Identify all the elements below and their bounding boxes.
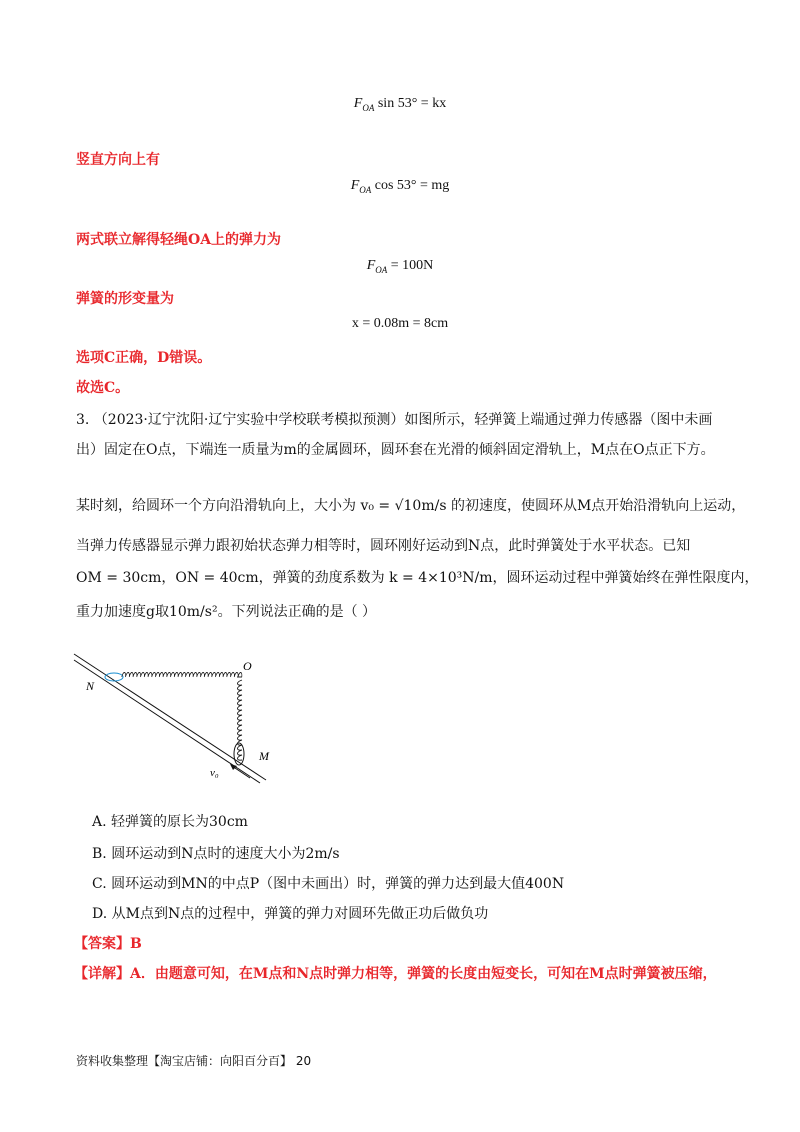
label-o: O [243,659,252,673]
detail-line [74,964,717,984]
equation-rope-force: $F_{OA} = 100N$ [366,258,434,275]
spring-vertical [238,680,243,760]
text-vertical-direction: 竖直方向上有 [76,152,160,168]
option-b: B. 圆环运动到N点时的速度大小为2m/s [92,846,340,862]
spring-horizontal [122,673,242,678]
detail-tag: 【详解】 [74,966,130,982]
option-a: A. 轻弹簧的原长为30cm [92,814,248,830]
page-footer: 资料收集整理【淘宝店铺：向阳百分百】 20 [76,1054,312,1068]
question-line-5: OM = 30cm，ON = 40cm，弹簧的劲度系数为 k = 4×10³N/m，圆环运动过程中弹簧始终在弹性限度内， [76,570,759,586]
detail-text: A．由题意可知，在M点和N点时弹力相等，弹簧的长度由短变长，可知在M点时弹簧被压缩， [130,966,717,982]
question-line-1: 3. （2023·辽宁沈阳·辽宁实验中学校联考模拟预测）如图所示，轻弹簧上端通过弹力传感器（图中未画 [76,412,713,428]
text-c-correct: 选项C正确，D错误。 [76,350,212,366]
equation-deformation: x = 0.08m = 8cm [351,316,449,331]
equation-vertical: $F_{OA}$ cos 53° = mg [350,178,450,195]
option-c: C. 圆环运动到MN的中点P（图中未画出）时，弹簧的弹力达到最大值400N [92,876,565,892]
text-solve-rope-force: 两式联立解得轻绳OA上的弹力为 [76,232,282,248]
label-v0: v₀ [210,767,219,779]
physics-figure [70,650,280,785]
question-line-4: 当弹力传感器显示弹力跟初始状态弹力相等时，圆环刚好运动到N点，此时弹簧处于水平状态。已知 [76,538,691,554]
equation-horizontal: $F_{OA}$ sin 53° = kx [353,96,447,113]
question-line-6: 重力加速度g取10m/s²。下列说法正确的是（ ） [76,604,377,620]
text-spring-deformation: 弹簧的形变量为 [76,291,174,307]
rail-lower [74,660,260,783]
option-d: D. 从M点到N点的过程中，弹簧的弹力对圆环先做正功后做负功 [92,906,489,922]
text-choose-c: 故选C。 [76,380,130,396]
question-line-3: 某时刻，给圆环一个方向沿滑轨向上，大小为 v₀ = √10m/s 的初速度，使圆环从M点开始沿滑轨向上运动， [76,498,746,514]
answer-tag: 【答案】B [74,936,142,952]
label-n: N [86,679,95,693]
question-line-2: 出）固定在O点，下端连一质量为m的金属圆环，圆环套在光滑的倾斜固定滑轨上，M点在O点正下方。 [76,442,715,458]
label-m: M [259,749,269,763]
